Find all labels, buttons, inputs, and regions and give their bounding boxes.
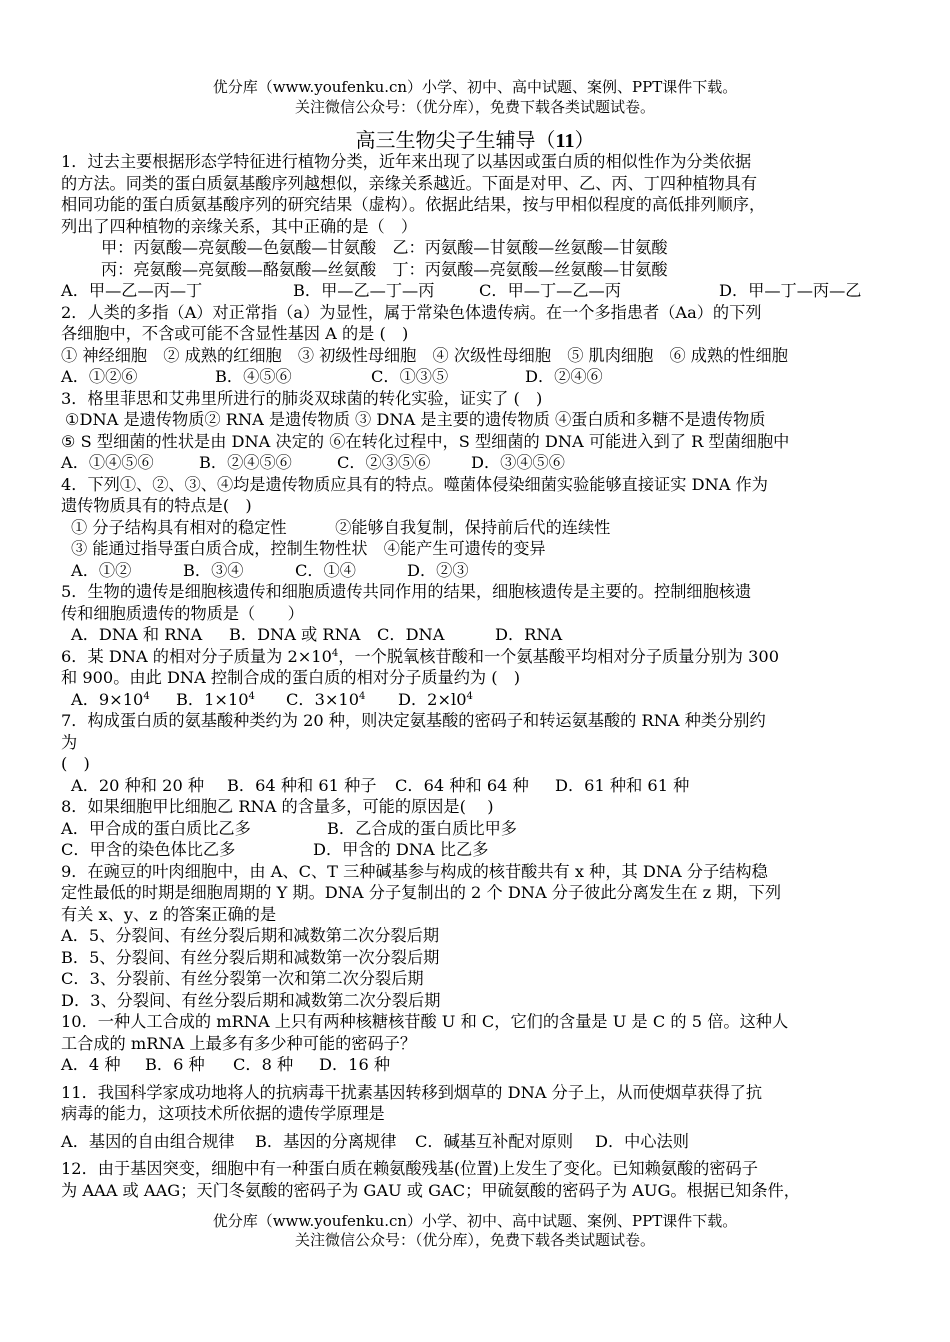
option-a: A．$9\times 10^4$	[71, 689, 150, 709]
option-c: C．$3\times 10^4$	[286, 689, 366, 709]
question-text: 9．在豌豆的叶肉细胞中，由 A、C、T 三种碱基参与构成的核苷酸共有 x 种，其 DNA 分子结构稳	[61, 861, 768, 881]
header-line-1: 优分库（www.youfenku.cn）小学、初中、高中试题、案例、PPT课件下载。	[212, 78, 738, 96]
question-text: 7．构成蛋白质的氨基酸种类约为 20 种，则决定氨基酸的密码子和转运氨基酸的 RNA 种类分别约	[61, 711, 766, 730]
option-d: D．中心法则	[595, 1131, 689, 1151]
option-b: B．甲—乙—丁—丙	[293, 281, 435, 300]
question-text: 各细胞中，不含或可能不含显性基因 A 的是 ( )	[61, 324, 409, 343]
options-row	[61, 775, 896, 797]
question-text: ① 神经细胞 ② 成熟的红细胞 ③ 初级性母细胞 ④ 次级性母细胞 ⑤ 肌肉细胞 ⑥ 成熟的性细胞	[61, 345, 788, 365]
option-b: B．DNA 或 RNA	[229, 625, 361, 644]
option-d: D．②④⑥	[525, 367, 603, 386]
option-b: B．基因的分离规律	[255, 1131, 397, 1151]
option-a: A．①②	[71, 560, 132, 580]
options-row	[61, 818, 896, 840]
question-1	[61, 151, 896, 302]
question-7	[61, 710, 896, 796]
question-text: ⑤ S 型细菌的性状是由 DNA 决定的 ⑥在转化过程中，S 型细菌的 DNA 可能进入到了 R 型菌细胞中	[61, 431, 790, 451]
question-text: 4．下列①、②、③、④均是遗传物质应具有的特点。噬菌体侵染细菌实验能够直接证实 DNA 作为	[61, 474, 768, 494]
question-text: 遗传物质具有的特点是( )	[61, 496, 252, 515]
question-text: 2．人类的多指（A）对正常指（a）为显性，属于常染色体遗传病。在一个多指患者（Aa）的下列	[61, 302, 762, 322]
options-row	[61, 452, 896, 474]
option-a: A．甲—乙—丙—丁	[61, 281, 203, 300]
option-d: D．③④⑤⑥	[471, 453, 565, 472]
option-d: D．RNA	[495, 625, 563, 644]
option-b: B．6 种	[145, 1055, 205, 1074]
question-11	[61, 1082, 896, 1153]
option-c: C．8 种	[233, 1055, 294, 1074]
question-text: 8．如果细胞甲比细胞乙 RNA 的含量多，可能的原因是( )	[61, 797, 494, 816]
question-text: 为	[61, 732, 78, 752]
options-row	[61, 560, 896, 582]
option-d: D．61 种和 61 种	[555, 775, 690, 795]
option-b: B．$1\times 10^4$	[176, 689, 255, 709]
option-a: A．基因的自由组合规律	[61, 1131, 235, 1151]
options-row	[61, 366, 896, 388]
option-b: B．64 种和 61 种子	[227, 775, 377, 795]
option-c: C．②③⑤⑥	[337, 453, 431, 472]
question-text: 12．由于基因突变，细胞中有一种蛋白质在赖氨酸残基(位置)上发生了变化。已知赖氨酸的密码子	[61, 1159, 758, 1178]
option-d: D．②③	[407, 560, 469, 580]
options-row	[61, 1054, 896, 1076]
options-row	[61, 839, 896, 861]
question-4	[61, 474, 896, 582]
header-line-2: 关注微信公众号：（优分库），免费下载各类试题试卷。	[294, 98, 655, 116]
question-3	[61, 388, 896, 474]
question-text: 列出了四种植物的亲缘关系，其中正确的是（ ）	[61, 216, 418, 236]
sequence-line: 丙：亮氨酸—亮氨酸—酪氨酸—丝氨酸 丁：丙氨酸—亮氨酸—丝氨酸—甘氨酸	[101, 259, 668, 279]
option-c: C．①④	[295, 560, 356, 580]
footer-line-1: 优分库（www.youfenku.cn）小学、初中、高中试题、案例、PPT课件下载。	[212, 1212, 738, 1230]
option-c: C．甲含的染色体比乙多	[61, 840, 236, 859]
question-2	[61, 302, 896, 388]
question-text: 6．某 DNA 的相对分子质量为 $2\times 10^4$，一个脱氧核苷酸和一个氨基酸平均相对分子质量分别为 300	[61, 646, 780, 666]
option-c: C．①③⑤	[371, 367, 449, 386]
option-c: C．碱基互补配对原则	[415, 1131, 574, 1151]
option-d: D．16 种	[319, 1055, 391, 1074]
question-text: 定性最低的时期是细胞周期的 Y 期。DNA 分子复制出的 2 个 DNA 分子彼此分离发生在 z 期，下列	[61, 883, 782, 902]
question-9	[61, 861, 896, 1012]
option-b: B．5、分裂间、有丝分裂后期和减数第一次分裂后期	[61, 947, 440, 967]
question-text: 10．一种人工合成的 mRNA 上只有两种核糖核苷酸 U 和 C，它们的含量是 U 是 C 的 5 倍。这种人	[61, 1012, 789, 1031]
option-c: C．3、分裂前、有丝分裂第一次和第二次分裂后期	[61, 969, 424, 988]
option-a: A．4 种	[61, 1055, 121, 1074]
option-c: C．甲—丁—乙—丙	[479, 281, 621, 300]
question-text: 的方法。同类的蛋白质氨基酸序列越想似，亲缘关系越近。下面是对甲、乙、丙、丁四种植物具有	[61, 173, 758, 193]
page-title: 高三生物尖子生辅导（11）	[355, 128, 595, 152]
question-text: 1．过去主要根据形态学特征进行植物分类，近年来出现了以基因或蛋白质的相似性作为分类依据	[61, 152, 752, 171]
question-text: 和 900。由此 DNA 控制合成的蛋白质的相对分子质量约为 ( )	[61, 668, 521, 687]
question-text: ③ 能通过指导蛋白质合成，控制生物性状 ④能产生可遗传的变异	[71, 539, 546, 558]
option-a: A．5、分裂间、有丝分裂后期和减数第二次分裂后期	[61, 926, 440, 945]
options-row	[61, 689, 896, 711]
options-row	[61, 280, 896, 302]
option-c: C．64 种和 64 种	[395, 775, 529, 795]
question-text: 3．格里菲思和艾弗里所进行的肺炎双球菌的转化实验，证实了 ( )	[61, 388, 543, 408]
question-text: ①DNA 是遗传物质② RNA 是遗传物质 ③ DNA 是主要的遗传物质 ④蛋白质和多糖不是遗传物质	[65, 410, 766, 429]
option-b: B．③④	[183, 560, 244, 580]
options-row	[61, 1131, 896, 1153]
question-5	[61, 581, 896, 646]
option-c: C．DNA	[377, 625, 445, 644]
question-list	[61, 151, 896, 1201]
sequence-line: 甲：丙氨酸—亮氨酸—色氨酸—甘氨酸 乙：丙氨酸—甘氨酸—丝氨酸—甘氨酸	[101, 238, 668, 257]
question-12	[61, 1158, 896, 1201]
footer-line-2: 关注微信公众号：（优分库），免费下载各类试题试卷。	[294, 1231, 655, 1249]
question-text: 工合成的 mRNA 上最多有多少种可能的密码子？	[61, 1033, 417, 1053]
question-text: 相同功能的蛋白质氨基酸序列的研究结果（虚构）。依据此结果，按与甲相似程度的高低排列顺序，	[61, 195, 766, 214]
option-d: D．3、分裂间、有丝分裂后期和减数第二次分裂后期	[61, 990, 441, 1010]
option-d: D．甲含的 DNA 比乙多	[313, 840, 489, 859]
question-text: ( )	[61, 754, 90, 773]
question-text: 为 AAA 或 AAG；天门冬氨酸的密码子为 GAU 或 GAC；甲硫氨酸的密码子为 AUG。根据已知条件，	[61, 1180, 800, 1200]
option-a: A．①④⑤⑥	[61, 453, 154, 472]
question-text: ① 分子结构具有相对的稳定性 ②能够自我复制，保持前后代的连续性	[71, 517, 611, 537]
option-a: A．DNA 和 RNA	[71, 625, 203, 644]
question-10	[61, 1011, 896, 1076]
option-a: A．甲合成的蛋白质比乙多	[61, 818, 251, 838]
option-b: B．②④⑤⑥	[199, 453, 292, 472]
option-a: A．①②⑥	[61, 367, 138, 386]
question-text: 传和细胞质遗传的物质是（ ）	[61, 603, 304, 623]
option-b: B．乙合成的蛋白质比甲多	[327, 818, 517, 838]
question-text: 11．我国科学家成功地将人的抗病毒干扰素基因转移到烟草的 DNA 分子上，从而使烟草获得了抗	[61, 1082, 763, 1102]
question-text: 病毒的能力，这项技术所依据的遗传学原理是	[61, 1104, 385, 1123]
options-row	[61, 624, 896, 646]
question-6	[61, 646, 896, 711]
question-8	[61, 796, 896, 861]
option-b: B．④⑤⑥	[215, 367, 292, 386]
option-d: D．甲—丁—丙—乙	[719, 281, 862, 300]
option-a: A．20 种和 20 种	[71, 775, 205, 795]
question-text: 有关 x、y、z 的答案正确的是	[61, 904, 277, 924]
option-d: D．$2\times l0^4$	[398, 689, 473, 709]
question-text: 5．生物的遗传是细胞核遗传和细胞质遗传共同作用的结果，细胞核遗传是主要的。控制细胞核遗	[61, 582, 752, 601]
